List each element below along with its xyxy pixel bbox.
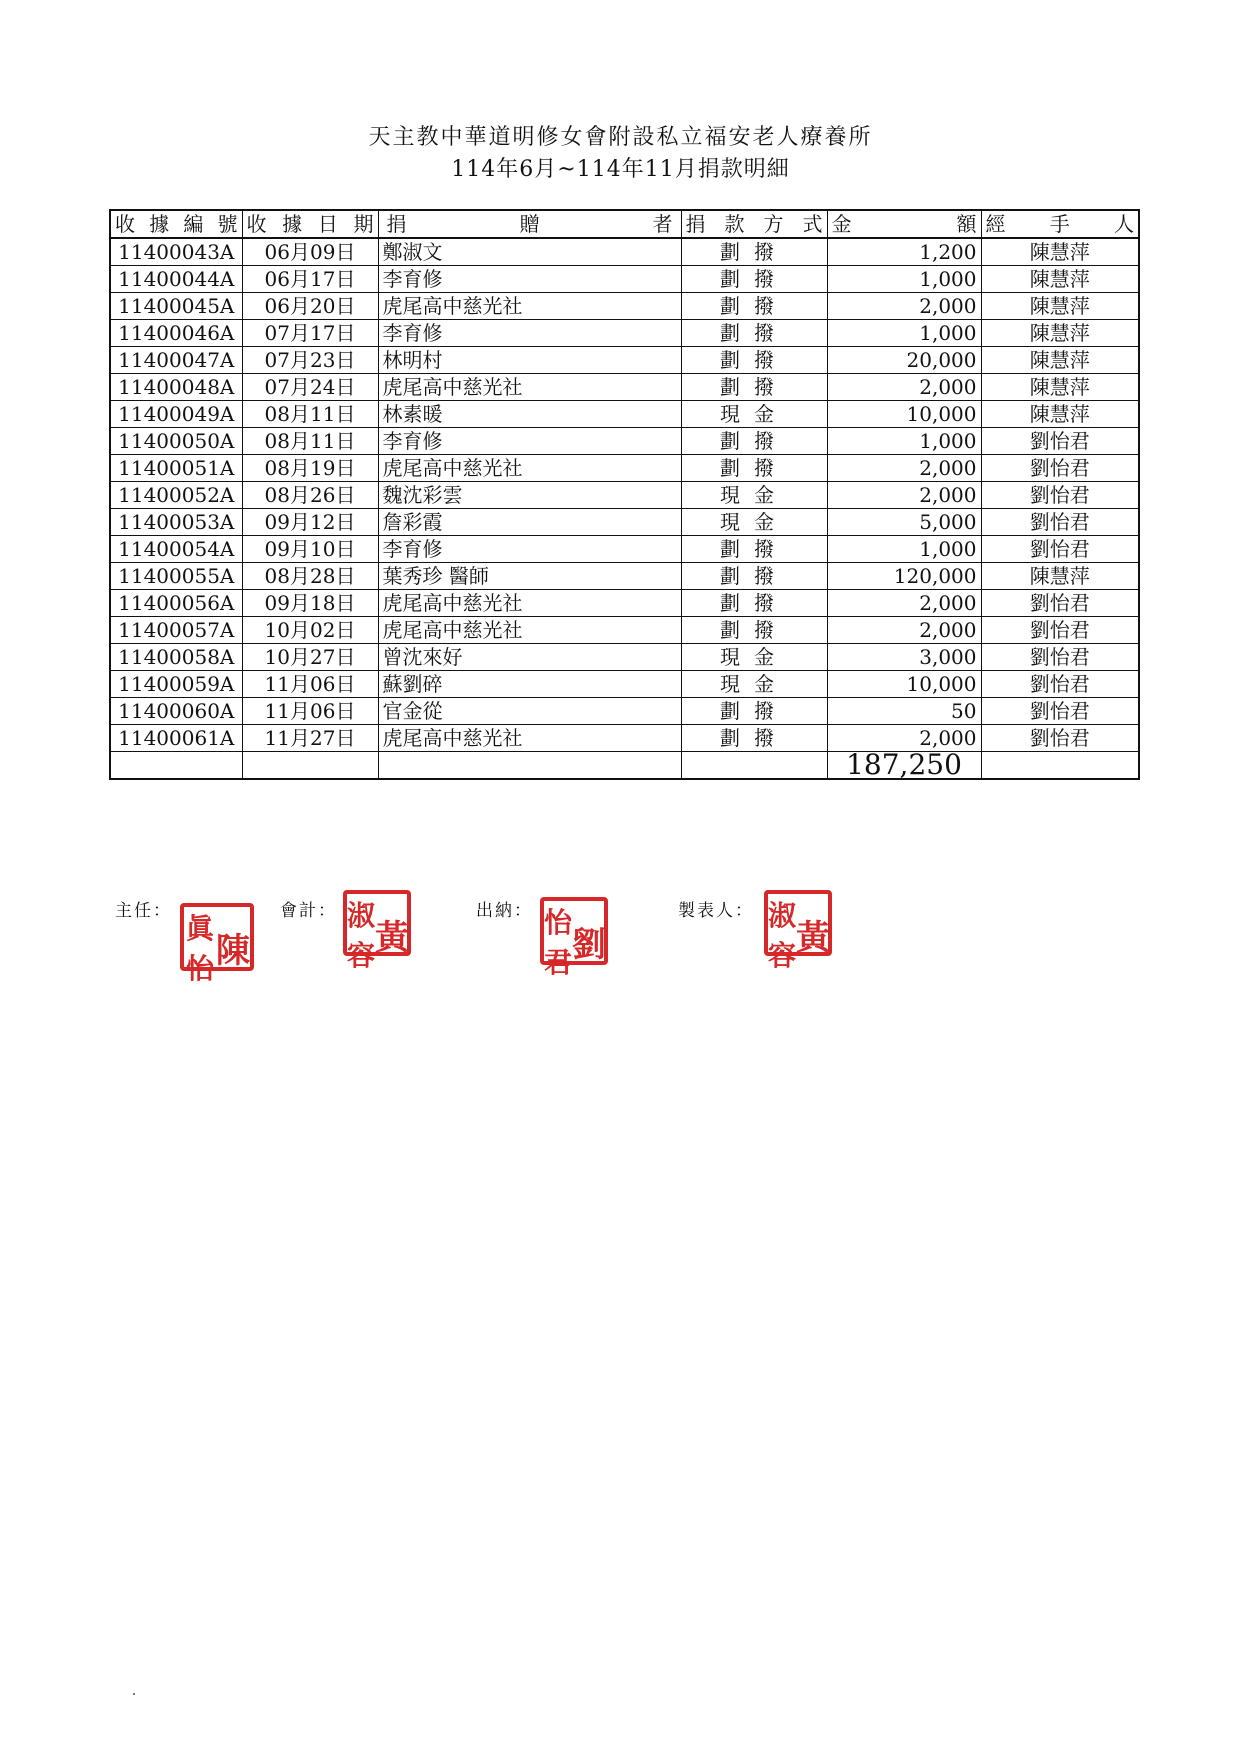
header-char: 收 [246,212,267,236]
receipt-date-cell: 10月27日 [242,644,378,671]
donor-cell: 曾沈來好 [378,644,681,671]
donor-cell: 李育修 [378,320,681,347]
header-char: 方 [763,212,784,236]
receipt-no-cell: 11400050A [110,428,242,455]
donor-cell: 林明村 [378,347,681,374]
receipt-date-cell: 06月20日 [242,293,378,320]
header-char: 日 [317,212,338,236]
table-row [110,347,1139,374]
receipt-no-cell: 11400046A [110,320,242,347]
handler-cell: 陳慧萍 [981,320,1139,347]
receipt-no-cell: 11400054A [110,536,242,563]
amount-cell: 2,000 [827,617,981,644]
table-row [110,725,1139,752]
amount-cell: 120,000 [827,563,981,590]
handler-cell: 劉怡君 [981,428,1139,455]
table-row [110,509,1139,536]
header-char: 人 [1114,212,1134,236]
table-row [110,266,1139,293]
table-row [110,238,1139,266]
header-char: 贈 [519,212,540,236]
document-title: 天主教中華道明修女會附設私立福安老人療養所 [368,125,873,150]
receipt-date-cell: 06月09日 [242,238,378,266]
seal-char: 劉 [572,924,607,965]
header-char: 期 [353,212,374,236]
handler-cell: 劉怡君 [981,455,1139,482]
method-cell: 現金 [681,482,827,509]
amount-cell: 2,000 [827,590,981,617]
table-row [110,617,1139,644]
total-empty-cell [378,752,681,780]
total-row [110,752,1139,780]
amount-cell: 2,000 [827,482,981,509]
handler-cell: 陳慧萍 [981,293,1139,320]
method-cell: 劃撥 [681,374,827,401]
handler-cell: 陳慧萍 [981,563,1139,590]
method-cell: 現金 [681,509,827,536]
handler-cell: 陳慧萍 [981,238,1139,266]
receipt-date-cell: 08月11日 [242,401,378,428]
total-amount: 187,250 [827,752,981,780]
method-cell: 劃撥 [681,238,827,266]
table-row [110,536,1139,563]
amount-cell: 20,000 [827,347,981,374]
handler-cell: 劉怡君 [981,590,1139,617]
amount-cell: 2,000 [827,455,981,482]
receipt-date-cell: 09月10日 [242,536,378,563]
receipt-date-cell: 11月27日 [242,725,378,752]
receipt-no-cell: 11400060A [110,698,242,725]
method-cell: 劃撥 [681,563,827,590]
table-header-row [110,210,1139,238]
receipt-date-cell: 09月12日 [242,509,378,536]
header-handler [981,210,1139,238]
method-cell: 現金 [681,401,827,428]
receipt-no-cell: 11400048A [110,374,242,401]
donor-cell: 葉秀珍 醫師 [378,563,681,590]
receipt-no-cell: 11400043A [110,238,242,266]
receipt-no-cell: 11400057A [110,617,242,644]
document-subtitle: 114年6月~114年11月捐款明細 [451,157,790,182]
amount-cell: 10,000 [827,671,981,698]
seal-char: 怡 [185,952,214,985]
amount-cell: 2,000 [827,293,981,320]
method-cell: 劃撥 [681,266,827,293]
receipt-date-cell: 08月11日 [242,428,378,455]
handler-cell: 陳慧萍 [981,401,1139,428]
receipt-no-cell: 11400056A [110,590,242,617]
method-cell: 劃撥 [681,293,827,320]
table-row [110,455,1139,482]
method-cell: 劃撥 [681,698,827,725]
header-char: 式 [802,212,823,236]
donor-cell: 虎尾高中慈光社 [378,617,681,644]
receipt-date-cell: 08月19日 [242,455,378,482]
seal-char: 黃 [375,917,410,958]
amount-cell: 5,000 [827,509,981,536]
receipt-date-cell: 06月17日 [242,266,378,293]
receipt-no-cell: 11400059A [110,671,242,698]
table-row [110,698,1139,725]
receipt-no-cell: 11400045A [110,293,242,320]
donor-cell: 虎尾高中慈光社 [378,293,681,320]
donor-cell: 魏沈彩雲 [378,482,681,509]
preparer-label: 製表人： [678,901,754,921]
method-cell: 劃撥 [681,320,827,347]
header-method [681,210,827,238]
method-cell: 現金 [681,671,827,698]
amount-cell: 1,000 [827,266,981,293]
seal-char: 淑 [768,899,797,932]
seal-char: 容 [347,939,376,972]
donor-cell: 官金從 [378,698,681,725]
seal-char: 黃 [796,917,831,958]
seal-char: 淑 [347,899,376,932]
seal-char: 眞 [185,912,214,945]
receipt-date-cell: 08月26日 [242,482,378,509]
cashier-seal [540,897,608,979]
method-cell: 劃撥 [681,455,827,482]
header-char: 收 [115,212,135,236]
header-char: 號 [217,212,238,236]
cashier-label: 出納： [476,901,533,921]
handler-cell: 劉怡君 [981,536,1139,563]
receipt-no-cell: 11400058A [110,644,242,671]
donor-cell: 虎尾高中慈光社 [378,455,681,482]
receipt-no-cell: 11400044A [110,266,242,293]
header-char: 捐 [685,212,706,236]
total-empty-cell [981,752,1139,780]
receipt-date-cell: 10月02日 [242,617,378,644]
receipt-date-cell: 07月23日 [242,347,378,374]
table-row [110,293,1139,320]
amount-cell: 2,000 [827,725,981,752]
preparer-seal [764,890,832,972]
header-receipt-no [110,210,242,238]
handler-cell: 劉怡君 [981,482,1139,509]
table-row [110,374,1139,401]
receipt-date-cell: 09月18日 [242,590,378,617]
method-cell: 現金 [681,644,827,671]
receipt-no-cell: 11400053A [110,509,242,536]
amount-cell: 1,000 [827,536,981,563]
handler-cell: 陳慧萍 [981,266,1139,293]
method-cell: 劃撥 [681,428,827,455]
accountant-seal [343,890,411,972]
donor-cell: 李育修 [378,536,681,563]
total-empty-cell [242,752,378,780]
handler-cell: 劉怡君 [981,617,1139,644]
seal-char: 陳 [216,930,250,971]
table-row [110,644,1139,671]
method-cell: 劃撥 [681,725,827,752]
header-amount [827,210,981,238]
handler-cell: 劉怡君 [981,509,1139,536]
header-char: 金 [831,212,852,236]
director-label: 主任： [115,901,172,921]
seal-char: 君 [544,946,573,979]
method-cell: 劃撥 [681,536,827,563]
amount-cell: 2,000 [827,374,981,401]
receipt-date-cell: 07月17日 [242,320,378,347]
receipt-no-cell: 11400061A [110,725,242,752]
seal-char: 容 [768,939,797,972]
header-char: 捐 [386,212,407,236]
donor-cell: 林素暖 [378,401,681,428]
method-cell: 劃撥 [681,590,827,617]
header-receipt-date [242,210,378,238]
header-char: 據 [282,212,303,236]
table-row [110,563,1139,590]
handler-cell: 劉怡君 [981,644,1139,671]
header-char: 經 [985,212,1006,236]
amount-cell: 10,000 [827,401,981,428]
donor-cell: 李育修 [378,266,681,293]
total-empty-cell [681,752,827,780]
header-char: 據 [149,212,170,236]
receipt-no-cell: 11400055A [110,563,242,590]
scan-speck [133,1693,135,1695]
donor-cell: 虎尾高中慈光社 [378,725,681,752]
receipt-date-cell: 11月06日 [242,698,378,725]
header-donor [378,210,681,238]
table-row [110,590,1139,617]
amount-cell: 1,000 [827,428,981,455]
donor-cell: 虎尾高中慈光社 [378,374,681,401]
amount-cell: 50 [827,698,981,725]
amount-cell: 1,000 [827,320,981,347]
table-row [110,428,1139,455]
header-char: 者 [652,212,673,236]
donor-cell: 蘇劉碎 [378,671,681,698]
method-cell: 劃撥 [681,617,827,644]
donor-cell: 李育修 [378,428,681,455]
method-cell: 劃撥 [681,347,827,374]
header-char: 編 [183,212,204,236]
table-row [110,401,1139,428]
table-row [110,320,1139,347]
handler-cell: 陳慧萍 [981,374,1139,401]
donor-cell: 詹彩霞 [378,509,681,536]
receipt-no-cell: 11400052A [110,482,242,509]
donation-table [109,209,1140,780]
seal-char: 怡 [544,906,573,939]
receipt-date-cell: 11月06日 [242,671,378,698]
receipt-date-cell: 08月28日 [242,563,378,590]
donor-cell: 鄭淑文 [378,238,681,266]
handler-cell: 劉怡君 [981,698,1139,725]
receipt-no-cell: 11400051A [110,455,242,482]
header-char: 款 [724,212,745,236]
handler-cell: 陳慧萍 [981,347,1139,374]
table-row [110,482,1139,509]
handler-cell: 劉怡君 [981,725,1139,752]
receipt-date-cell: 07月24日 [242,374,378,401]
amount-cell: 1,200 [827,238,981,266]
accountant-label: 會計： [280,901,337,921]
header-char: 額 [956,212,977,236]
amount-cell: 3,000 [827,644,981,671]
receipt-no-cell: 11400047A [110,347,242,374]
total-empty-cell [110,752,242,780]
header-char: 手 [1049,212,1070,236]
donor-cell: 虎尾高中慈光社 [378,590,681,617]
director-seal [180,903,254,985]
handler-cell: 劉怡君 [981,671,1139,698]
table-row [110,671,1139,698]
receipt-no-cell: 11400049A [110,401,242,428]
